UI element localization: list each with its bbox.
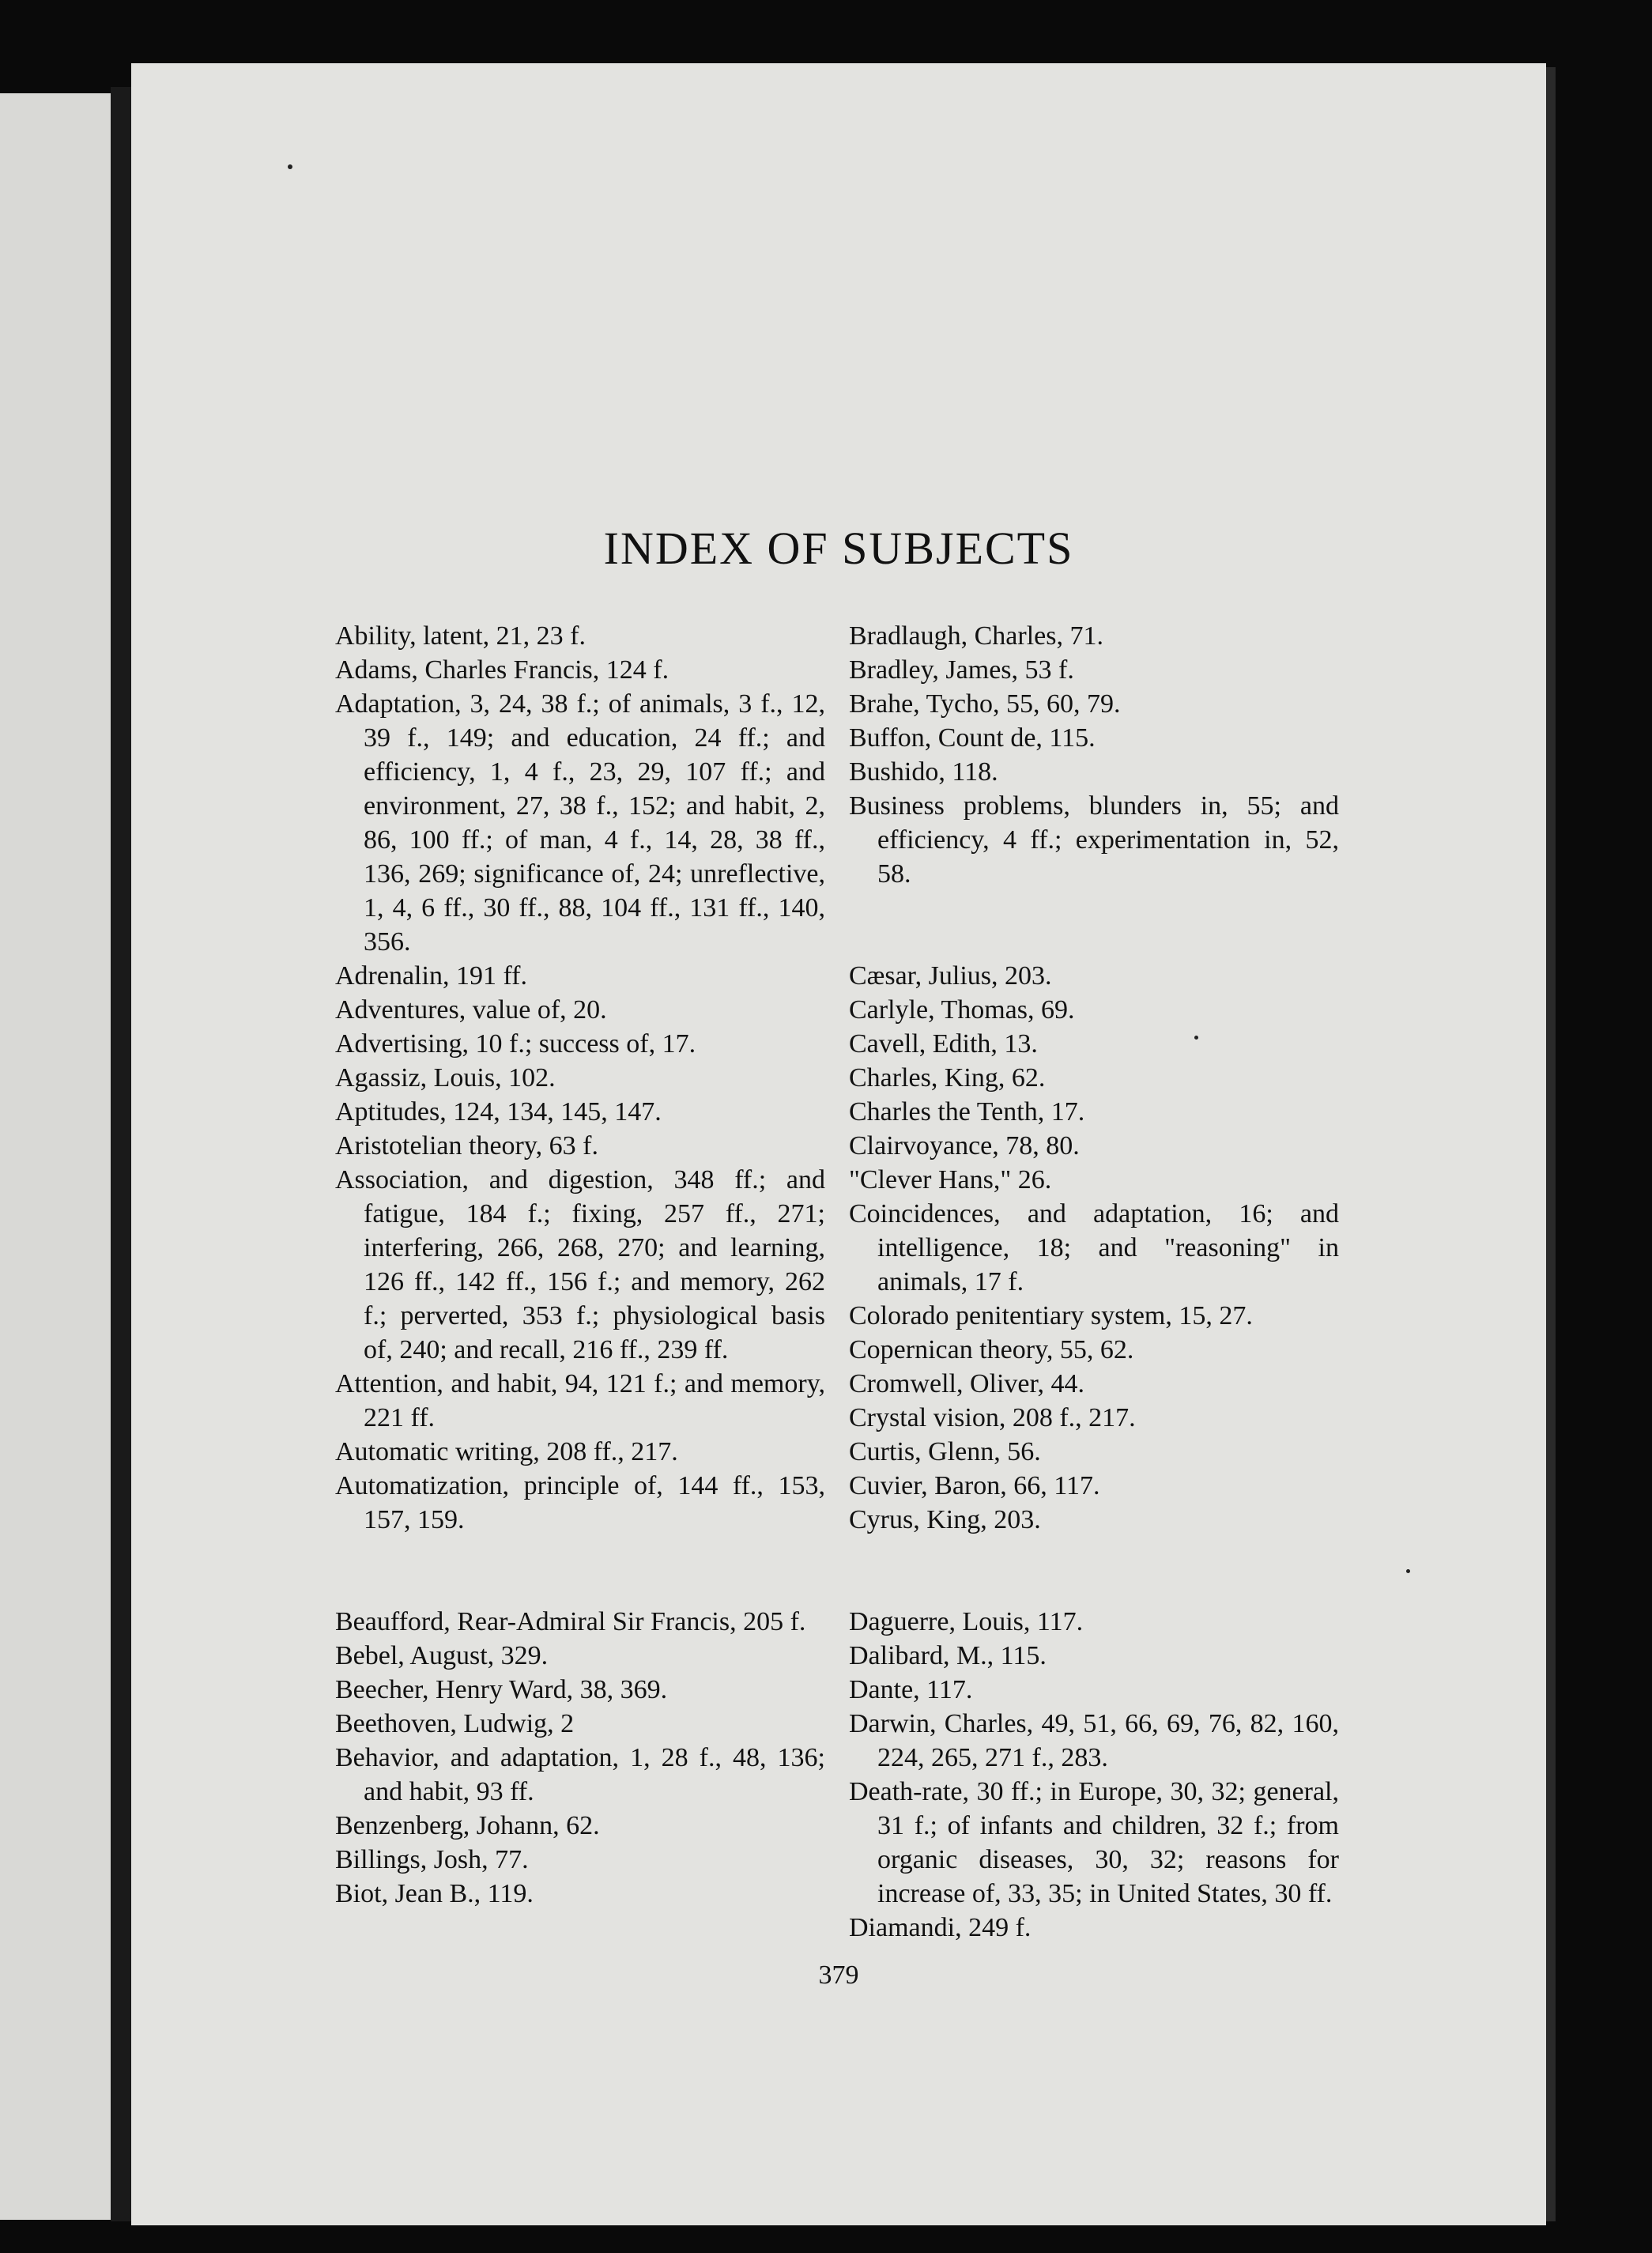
- scan-speck: [288, 164, 292, 169]
- index-entry: Billings, Josh, 77.: [335, 1845, 529, 1874]
- scan-speck: [1406, 1569, 1410, 1573]
- index-entry: Charles the Tenth, 17.: [849, 1097, 1085, 1126]
- index-entry: Bushido, 118.: [849, 757, 998, 787]
- index-entry: Darwin, Charles, 49, 51, 66, 69, 76, 82, 160, 224, 265, 271 f., 283.: [849, 1709, 1339, 1772]
- index-entry: Buffon, Count de, 115.: [849, 723, 1096, 753]
- letter-section-gap: [849, 1537, 1339, 1605]
- facing-page-edge: [0, 93, 111, 2220]
- index-entry: Business problems, blunders in, 55; and efficiency, 4 ff.; experimentation in, 52, 58.: [849, 791, 1339, 889]
- index-entry: Brahe, Tycho, 55, 60, 79.: [849, 689, 1121, 719]
- index-entry: Adaptation, 3, 24, 38 f.; of animals, 3 f., 12, 39 f., 149; and education, 24 ff.; and efficiency, 1, 4 f., 23, 29, 107 ff.; and environment, 27, 38 f., 152; and habit, 2, 86, 100 ff.; of man, 4 f., 14, 28, 38 ff., 136, 269; significance of, 24; unreflective, 1, 4, 6 ff., 30 ff., 88, 104 ff., 131 ff., 140, 356.: [335, 689, 825, 957]
- index-entry: Biot, Jean B., 119.: [335, 1879, 534, 1908]
- index-entry: Automatic writing, 208 ff., 217.: [335, 1437, 678, 1466]
- letter-section-gap: [849, 891, 1339, 959]
- index-entry: Adams, Charles Francis, 124 f.: [335, 655, 669, 685]
- index-entry: Bradley, James, 53 f.: [849, 655, 1074, 685]
- index-entry: Benzenberg, Johann, 62.: [335, 1811, 600, 1840]
- index-entry: Curtis, Glenn, 56.: [849, 1437, 1041, 1466]
- page-edge-shadow: [1546, 67, 1556, 2221]
- index-entry: Agassiz, Louis, 102.: [335, 1063, 556, 1093]
- index-entry: Crystal vision, 208 f., 217.: [849, 1403, 1136, 1432]
- index-entry: Adventures, value of, 20.: [335, 995, 607, 1025]
- index-page: [131, 63, 1546, 2225]
- index-entry: Behavior, and adaptation, 1, 28 f., 48, 136; and habit, 93 ff.: [335, 1743, 825, 1806]
- page-title: INDEX OF SUBJECTS: [603, 523, 1074, 574]
- index-entry: Cavell, Edith, 13.: [849, 1029, 1038, 1059]
- index-entry: Colorado penitentiary system, 15, 27.: [849, 1301, 1253, 1330]
- index-entry: Cuvier, Baron, 66, 117.: [849, 1471, 1100, 1500]
- index-column-right: [849, 619, 1339, 1945]
- index-entry: Ability, latent, 21, 23 f.: [335, 621, 586, 651]
- index-entry: "Clever Hans," 26.: [849, 1165, 1052, 1194]
- index-entry: Advertising, 10 f.; success of, 17.: [335, 1029, 696, 1059]
- index-entry: Beaufford, Rear-Admiral Sir Francis, 205 f.: [335, 1607, 806, 1636]
- index-entry: Charles, King, 62.: [849, 1063, 1046, 1093]
- index-entry: Diamandi, 249 f.: [849, 1913, 1032, 1942]
- index-entry: Daguerre, Louis, 117.: [849, 1607, 1084, 1636]
- index-entry: Clairvoyance, 78, 80.: [849, 1131, 1080, 1160]
- book-gutter: [111, 87, 131, 2221]
- scan-speck: [1194, 1036, 1198, 1040]
- index-entry: Cyrus, King, 203.: [849, 1505, 1041, 1534]
- index-column-left: [335, 619, 825, 1911]
- index-entry: Dalibard, M., 115.: [849, 1641, 1047, 1670]
- index-entry: Cæsar, Julius, 203.: [849, 961, 1052, 991]
- index-entry: Automatization, principle of, 144 ff., 153, 157, 159.: [335, 1471, 825, 1534]
- index-entry: Coincidences, and adaptation, 16; and intelligence, 18; and "reasoning" in animals, 17 f.: [849, 1199, 1339, 1296]
- index-entry: Death-rate, 30 ff.; in Europe, 30, 32; general, 31 f.; of infants and children, 32 f.; from organic diseases, 30, 32; reasons for increase of, 33, 35; in United States, 30 ff.: [849, 1777, 1339, 1908]
- index-entry: Cromwell, Oliver, 44.: [849, 1369, 1084, 1398]
- index-entry: Association, and digestion, 348 ff.; and fatigue, 184 f.; fixing, 257 ff., 271; interfering, 266, 268, 270; and learning, 126 ff., 142 ff., 156 f.; and memory, 262 f.; perverted, 353 f.; physiological basis of, 240; and recall, 216 ff., 239 ff.: [335, 1165, 825, 1364]
- index-entry: Copernican theory, 55, 62.: [849, 1335, 1134, 1364]
- index-entry: Bradlaugh, Charles, 71.: [849, 621, 1103, 651]
- index-entry: Dante, 117.: [849, 1675, 973, 1704]
- index-entry: Adrenalin, 191 ff.: [335, 961, 527, 991]
- page-number: 379: [818, 1961, 859, 1990]
- index-entry: Attention, and habit, 94, 121 f.; and memory, 221 ff.: [335, 1369, 825, 1432]
- letter-section-gap: [335, 1537, 825, 1605]
- index-entry: Bebel, August, 329.: [335, 1641, 549, 1670]
- index-entry: Aristotelian theory, 63 f.: [335, 1131, 598, 1160]
- index-entry: Aptitudes, 124, 134, 145, 147.: [335, 1097, 662, 1126]
- index-entry: Carlyle, Thomas, 69.: [849, 995, 1075, 1025]
- index-entry: Beecher, Henry Ward, 38, 369.: [335, 1675, 668, 1704]
- index-entry: Beethoven, Ludwig, 2: [335, 1709, 575, 1738]
